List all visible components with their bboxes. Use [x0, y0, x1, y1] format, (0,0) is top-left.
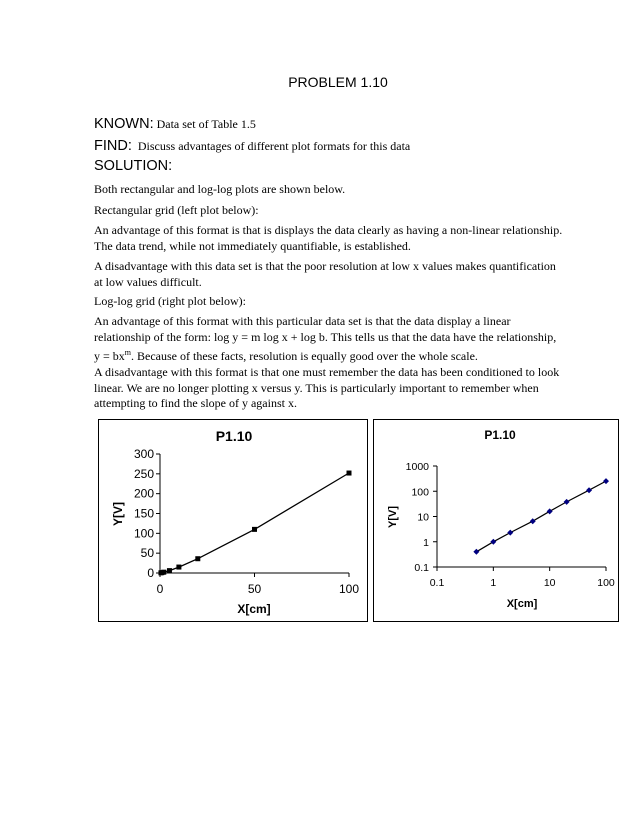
- paragraph-6: [94, 314, 564, 365]
- x-tick-label: 10: [543, 577, 556, 589]
- data-point: [490, 539, 496, 545]
- paragraph-6-part-b: . Because of these facts, resolution is equally good over the whole scale.: [131, 349, 478, 363]
- y-tick-label: 150: [133, 506, 154, 521]
- y-tick-label: 0: [147, 566, 154, 580]
- y-axis-label: Y[V]: [111, 502, 125, 526]
- known-text: Data set of Table 1.5: [156, 117, 256, 131]
- data-point: [161, 570, 166, 575]
- data-point: [530, 518, 536, 524]
- paragraph-5: Log-log grid (right plot below):: [94, 294, 246, 308]
- paragraph-6-part-a: An advantage of this format with this particular data set is that the data display a linear relationship of the form: log y = m log x + log b. This tells us that the data have the relationship, y = bx: [94, 314, 557, 363]
- y-tick-label: 250: [133, 466, 154, 481]
- paragraph-3: An advantage of this format is that is displays the data clearly as having a non-linear relationship. The data trend, while not immediately quantifiable, is established.: [94, 223, 563, 253]
- data-point: [564, 499, 570, 505]
- data-point: [507, 530, 513, 536]
- loglog-chart-frame: [373, 419, 619, 622]
- find-line: [94, 138, 410, 154]
- data-point: [195, 556, 200, 561]
- known-label: KNOWN:: [94, 116, 154, 132]
- y-tick-label: 300: [133, 447, 154, 461]
- y-tick-label: 100: [133, 526, 154, 541]
- data-point: [252, 527, 257, 532]
- paragraph-2: Rectangular grid (left plot below):: [94, 203, 259, 217]
- series-line: [161, 473, 349, 573]
- find-text: Discuss advantages of different plot formats for this data: [137, 139, 411, 153]
- x-tick-label: 0.1: [429, 577, 445, 589]
- y-tick-label: 200: [133, 486, 154, 501]
- y-tick-label: 0.1: [414, 562, 429, 574]
- chart-title: P1.10: [215, 428, 253, 444]
- data-point: [603, 478, 609, 484]
- x-tick-label: 50: [247, 582, 262, 596]
- rectangular-chart: [99, 420, 367, 621]
- y-tick-label: 10: [417, 511, 429, 524]
- loglog-chart: [374, 420, 618, 621]
- x-axis-label: X[cm]: [506, 598, 538, 610]
- y-tick-label: 1000: [405, 461, 429, 473]
- solution-line: [94, 158, 172, 174]
- x-tick-label: 0: [156, 582, 164, 596]
- x-axis-label: X[cm]: [237, 602, 271, 616]
- y-tick-label: 100: [411, 486, 429, 499]
- y-tick-label: 50: [140, 546, 154, 561]
- paragraph-6-superscript: m: [124, 348, 132, 357]
- known-line: [94, 116, 256, 132]
- data-point: [176, 565, 181, 570]
- paragraph-4: A disadvantage with this data set is that the poor resolution at low x values makes quantification at low values difficult.: [94, 259, 556, 289]
- data-point: [473, 549, 479, 555]
- series-line: [476, 481, 606, 552]
- x-tick-label: 100: [338, 582, 360, 596]
- rectangular-chart-frame: [98, 419, 368, 622]
- y-tick-label: 1: [423, 536, 429, 549]
- x-tick-label: 100: [597, 577, 615, 589]
- x-tick-label: 1: [490, 577, 497, 589]
- chart-title: P1.10: [484, 428, 516, 442]
- find-label: FIND:: [94, 138, 132, 154]
- paragraph-7: A disadvantage with this format is that one must remember the data has been conditioned to look linear. We are no longer plotting x versus y. This is particularly important to remember when attempting to find the slope of y against x.: [94, 365, 560, 410]
- data-point: [347, 471, 352, 476]
- paragraph-1: Both rectangular and log-log plots are shown below.: [94, 182, 346, 196]
- solution-label: SOLUTION:: [94, 158, 173, 174]
- data-point: [586, 487, 592, 493]
- data-point: [167, 568, 172, 573]
- data-point: [547, 508, 553, 514]
- problem-title: PROBLEM 1.10: [288, 74, 388, 90]
- y-axis-label: Y[V]: [387, 506, 399, 528]
